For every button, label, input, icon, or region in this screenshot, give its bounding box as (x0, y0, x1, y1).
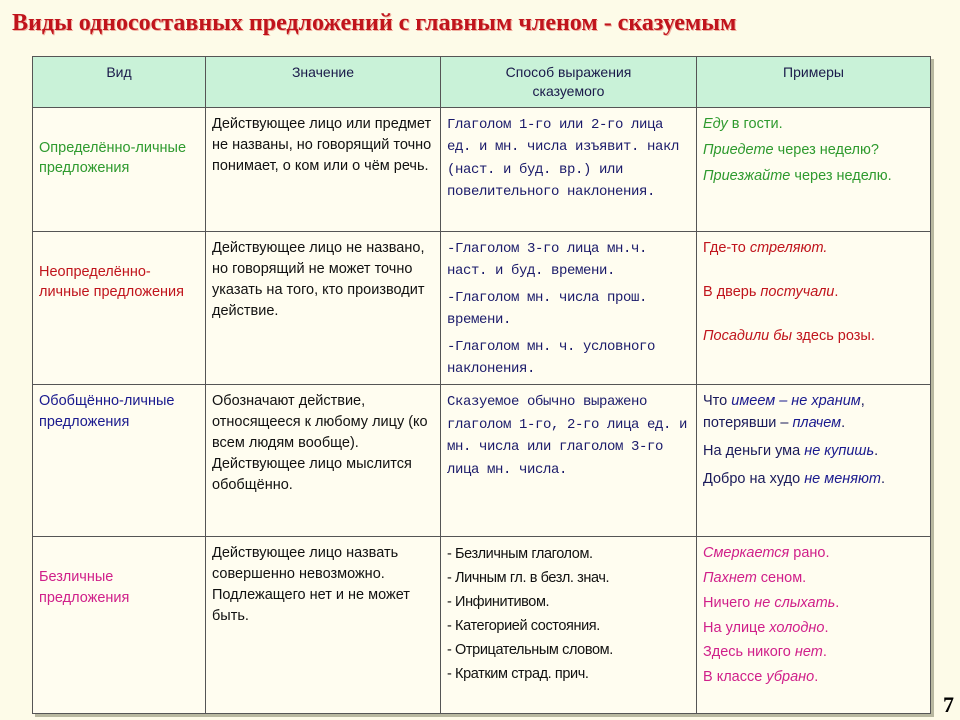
method-line: - Отрицательным словом. (447, 642, 613, 659)
table-row (33, 537, 931, 714)
header-meaning: Значение (206, 57, 441, 108)
example-line: Еду в гости. (703, 116, 783, 132)
example-line: Добро на худо не меняют. (703, 470, 886, 487)
example-line: Пахнет сеном. (703, 570, 807, 587)
header-method: Способ выражения сказуемого (441, 57, 697, 108)
method-line: - Личным гл. в безл. знач. (447, 570, 610, 587)
row-method (441, 232, 697, 385)
table-row (33, 232, 931, 385)
example-line: Здесь никого нет. (703, 644, 827, 661)
example-line: Смеркается рано. (703, 545, 830, 562)
row-method: Глаголом 1-го или 2-го лица ед. и мн. числа изъявит. накл (наст. и буд. вр.) или повелительного наклонения. (441, 108, 697, 232)
example-line: Что имеем – не храним, (703, 393, 865, 410)
method-line: - Кратким страд. прич. (447, 665, 589, 682)
table-row (33, 385, 931, 537)
row-method (441, 537, 697, 714)
row-type-definite-personal: Определённо-личные предложения (33, 108, 206, 232)
slide-number: 7 (943, 692, 954, 717)
method-line: -Глаголом мн. ч. условного наклонения. (447, 338, 656, 377)
row-type-indefinite-personal: Неопределённо-личные предложения (33, 232, 206, 385)
method-line: - Категорией состояния. (447, 618, 600, 635)
header-type: Вид (33, 57, 206, 108)
example-line: потерявши – плачем. (703, 415, 846, 432)
page-title: Виды односоставных предложений с главным членом - сказуемым (12, 10, 737, 36)
example-line: В классе убрано. (703, 669, 819, 686)
table-row (33, 108, 931, 232)
example-line: Приезжайте через неделю. (703, 167, 892, 184)
sentence-types-table (32, 56, 931, 714)
table-header-row (33, 57, 931, 108)
method-line: - Безличным глаголом. (447, 546, 593, 563)
row-method: Сказуемое обычно выражено глаголом 1-го, 2-го лица ед. и мн. числа или глаголом 3-го лица мн. числа. (441, 385, 697, 537)
row-examples (697, 537, 931, 714)
example-line: В дверь постучали. (703, 283, 839, 300)
method-line: -Глаголом 3-го лица мн.ч. наст. и буд. времени. (447, 241, 648, 280)
example-line: На улице холодно. (703, 619, 829, 636)
row-meaning: Действующее лицо или предмет не названы, но говорящий точно понимает, о ком или о чём речь. (206, 108, 441, 232)
row-type-impersonal: Безличные предложения (33, 537, 206, 714)
row-examples (697, 108, 931, 232)
header-examples: Примеры (697, 57, 931, 108)
row-type-generalized-personal: Обобщённо-личные предложения (33, 385, 206, 537)
row-examples (697, 232, 931, 385)
row-meaning: Действующее лицо назвать совершенно невозможно. Подлежащего нет и не может быть. (206, 537, 441, 714)
row-examples (697, 385, 931, 537)
example-line: Приедете через неделю? (703, 141, 879, 158)
example-line: Посадили бы здесь розы. (703, 327, 875, 344)
row-meaning: Обозначают действие, относящееся к любому лицу (ко всем людям вообще). Действующее лицо мыслится обобщённо. (206, 385, 441, 537)
example-line: На деньги ума не купишь. (703, 442, 879, 459)
row-meaning: Действующее лицо не названо, но говорящий не может точно указать на того, кто производит действие. (206, 232, 441, 385)
method-line: -Глаголом мн. числа прош. времени. (447, 289, 648, 329)
method-line: - Инфинитивом. (447, 594, 550, 611)
example-line: Ничего не слыхать. (703, 594, 840, 611)
example-line: Где-то стреляют. (703, 240, 828, 256)
